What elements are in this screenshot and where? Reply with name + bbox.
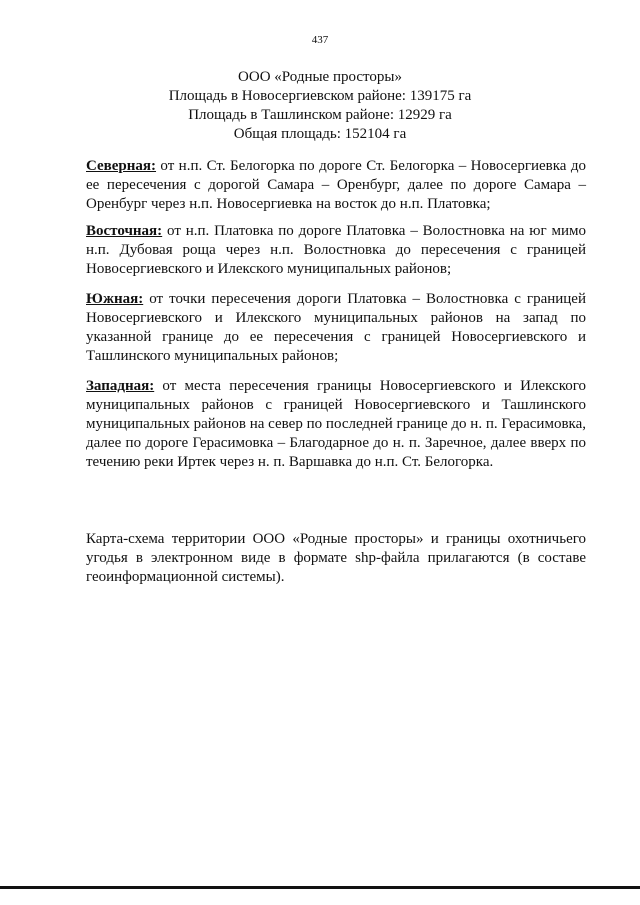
border-east xyxy=(86,222,586,279)
border-south-label: Южная: xyxy=(86,291,144,307)
area-novosergievsky: Площадь в Новосергиевском районе: 139175 га xyxy=(168,88,472,104)
border-west xyxy=(86,377,586,472)
border-north-label: Северная: xyxy=(86,158,157,174)
page-number: 437 xyxy=(311,34,329,46)
organization-name: ООО «Родные просторы» xyxy=(238,69,402,85)
border-east-label: Восточная: xyxy=(86,223,163,239)
border-south-text: от точки пересечения дороги Платовка – Волостновка с границей Новосергиевского и Илекского муниципальных районов на запад по указанной границе до ее пересечения с границей Новосергиевского и Ташлинского муниципальных районов; xyxy=(86,291,586,364)
border-north xyxy=(86,157,586,214)
border-east-text: от н.п. Платовка по дороге Платовка – Волостновка на юг мимо н.п. Дубовая роща через н.п. Волостновка до пересечения с границей Новосергиевского и Илекского муниципальных районов; xyxy=(86,223,586,277)
border-west-text: от места пересечения границы Новосергиевского и Илекского муниципальных районов с границей Новосергиевского и Ташлинского муниципальных районов на север по последней границе до н. п. Герасимовка, далее по дороге Герасимовка – Благодарное до н. п. Заречное, далее вверх по течению реки Иртек через н. п. Варшавка до н.п. Ст. Белогорка. xyxy=(86,378,586,470)
area-tashlinsky: Площадь в Ташлинском районе: 12929 га xyxy=(188,107,452,123)
area-total: Общая площадь: 152104 га xyxy=(233,126,407,142)
border-south xyxy=(86,290,586,366)
document-header xyxy=(0,68,640,144)
map-note: Карта-схема территории ООО «Родные просторы» и границы охотничьего угодья в электронном виде в формате shp-файла прилагаются (в составе геоинформационной системы). xyxy=(86,531,586,585)
bottom-rule xyxy=(0,886,640,889)
border-north-text: от н.п. Ст. Белогорка по дороге Ст. Белогорка – Новосергиевка до ее пересечения с дорогой Самара – Оренбург, далее по дороге Самара – Оренбург через н.п. Новосергиевка на восток до н.п. Платовка; xyxy=(86,158,586,212)
border-west-label: Западная: xyxy=(86,378,155,394)
